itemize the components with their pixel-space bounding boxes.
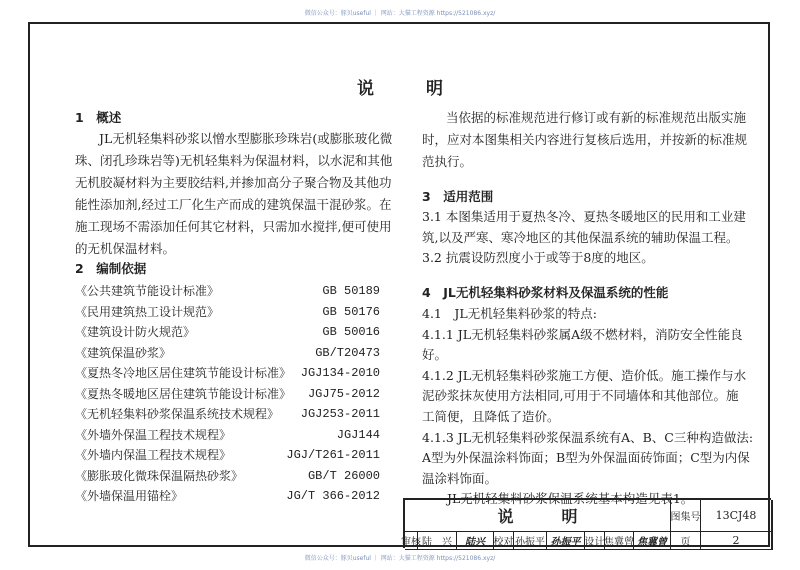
- body-line: 4.1.2 JL无机轻集料砂浆施工方便、造价低。施工操作与水: [422, 367, 747, 383]
- body-line: 3.1 本图集适用于夏热冬冷、夏热冬暖地区的民用和工业建: [422, 209, 746, 224]
- reference-name: 《夏热冬暖地区居住建筑节能设计标准》: [75, 386, 292, 401]
- reference-item: [75, 324, 380, 340]
- body-line: 无机胶凝材料为主要胶结料,并掺加高分子聚合物及其他功: [75, 175, 392, 190]
- page-label: 页: [671, 532, 701, 550]
- reference-name: 《无机轻集料砂浆保温系统技术规程》: [75, 407, 280, 421]
- reference-name: 《膨胀玻化微珠保温隔热砂浆》: [75, 468, 244, 483]
- design-label: 设计: [585, 532, 605, 550]
- reference-code: GB/T 26000: [307, 468, 380, 483]
- body-line: 的无机保温材料。: [75, 241, 176, 256]
- reference-name: 《建筑保温砂浆》: [75, 345, 172, 360]
- section-1-heading: 1 概述: [75, 110, 122, 125]
- reference-item: [75, 488, 380, 504]
- reference-code: GB 50189: [322, 284, 380, 298]
- reference-item: [75, 345, 380, 361]
- reference-code: JGJ/T261-2011: [286, 448, 380, 462]
- reference-code: JG/T 366-2012: [286, 489, 380, 503]
- body-line: 4.1.3 JL无机轻集料砂浆保温系统有A、B、C三种构造做法:: [422, 429, 754, 445]
- page-number: 2: [701, 532, 773, 550]
- body-line: 当依据的标准规范进行修订或有新的标准规范出版实施: [446, 110, 747, 125]
- body-line: 好。: [422, 347, 448, 363]
- body-line: 3.2 抗震设防烈度小于或等于8度的地区。: [422, 250, 654, 265]
- reference-name: 《外墙外保温工程技术规程》: [75, 427, 232, 442]
- reference-item: [75, 447, 380, 463]
- atlas-label: 图集号: [671, 500, 701, 532]
- body-line: 温涂料饰面。: [422, 470, 498, 486]
- title-char: 说: [357, 79, 374, 99]
- reference-item: [75, 283, 380, 299]
- reviewer-name: 陆 兴: [418, 532, 457, 550]
- reference-item: [75, 365, 380, 381]
- reference-item: [75, 468, 380, 484]
- body-line: A型为外保温涂料饰面；B型为外保温面砖饰面；C型为内保: [422, 450, 750, 466]
- checker-signature: 孙振平: [547, 532, 585, 550]
- review-label: 审核: [405, 532, 418, 550]
- reference-name: 《夏热冬冷地区居住建筑节能设计标准》: [75, 366, 292, 380]
- reviewer-signature: 陆兴: [457, 532, 494, 550]
- reference-item: [75, 427, 380, 443]
- page-title: [0, 74, 800, 99]
- body-line: 工简便，且降低了造价。: [422, 409, 560, 424]
- reference-code: GB 50016: [322, 325, 380, 339]
- designer-name: 焦冀曾: [605, 532, 634, 550]
- body-line: 时，应对本图集相关内容进行复核后选用，并按新的标准规: [422, 132, 748, 147]
- reference-name: 《公共建筑节能设计标准》: [75, 284, 220, 298]
- body-line: 能性添加剂,经过工厂化生产而成的建筑保温干混砂浆。在: [75, 197, 392, 212]
- reference-code: GB 50176: [322, 304, 380, 319]
- body-line: 筑,以及严寒、寒冷地区的其他保温系统的辅助保温工程。: [422, 230, 739, 245]
- watermark-top: 微信公众号：豚贝useful ｜ 网站：大猫工程资源 https://521086.xyz/: [304, 10, 496, 17]
- body-line: 珠、闭孔珍珠岩等)无机轻集料为保温材料，以水泥和其他: [75, 153, 393, 168]
- reference-name: 《外墙内保温工程技术规程》: [75, 448, 232, 462]
- reference-name: 《外墙保温用锚栓》: [75, 489, 184, 503]
- reference-item: [75, 386, 380, 402]
- reference-name: 《民用建筑热工设计规范》: [75, 304, 220, 319]
- body-line: JL无机轻集料砂浆保温系统基本构造见表1。: [422, 491, 694, 507]
- body-line: JL无机轻集料砂浆以憎水型膨胀珍珠岩(或膨胀玻化微: [99, 131, 393, 146]
- reference-code: JGJ134-2010: [300, 366, 380, 380]
- atlas-number: 13CJ48: [701, 500, 773, 532]
- title-block-title: 说 明: [405, 500, 671, 532]
- reference-code: JGJ75-2012: [307, 386, 380, 401]
- watermark-bottom: 微信公众号：豚贝useful ｜ 网站：大猫工程资源 https://521086.xyz/: [304, 555, 496, 562]
- check-label: 校对: [494, 532, 514, 550]
- reference-item: [75, 304, 380, 320]
- body-line: 施工现场不需添加任何其它材料，只需加水搅拌,便可使用: [75, 219, 392, 234]
- title-char: 明: [426, 79, 443, 99]
- body-line: 泥砂浆抹灰使用方法相同,可用于不同墙体和其他部位。施: [422, 388, 739, 404]
- title-block: [403, 498, 771, 548]
- reference-code: JGJ144: [336, 427, 380, 442]
- reference-name: 《建筑设计防火规范》: [75, 325, 196, 339]
- section-4-heading: 4 JL无机轻集料砂浆材料及保温系统的性能: [422, 285, 669, 300]
- designer-signature: 焦冀曾: [634, 532, 671, 550]
- body-line: 范执行。: [422, 154, 473, 169]
- body-line: 4.1.1 JL无机轻集料砂浆属A级不燃材料，消防安全性能良: [422, 326, 743, 342]
- body-line: 4.1 JL无机轻集料砂浆的特点:: [422, 306, 597, 321]
- section-2-heading: 2 编制依据: [75, 261, 147, 276]
- section-3-heading: 3 适用范围: [422, 189, 494, 204]
- checker-name: 孙振平: [514, 532, 547, 550]
- reference-code: JGJ253-2011: [300, 407, 380, 421]
- reference-item: [75, 406, 380, 422]
- reference-code: GB/T20473: [315, 345, 380, 360]
